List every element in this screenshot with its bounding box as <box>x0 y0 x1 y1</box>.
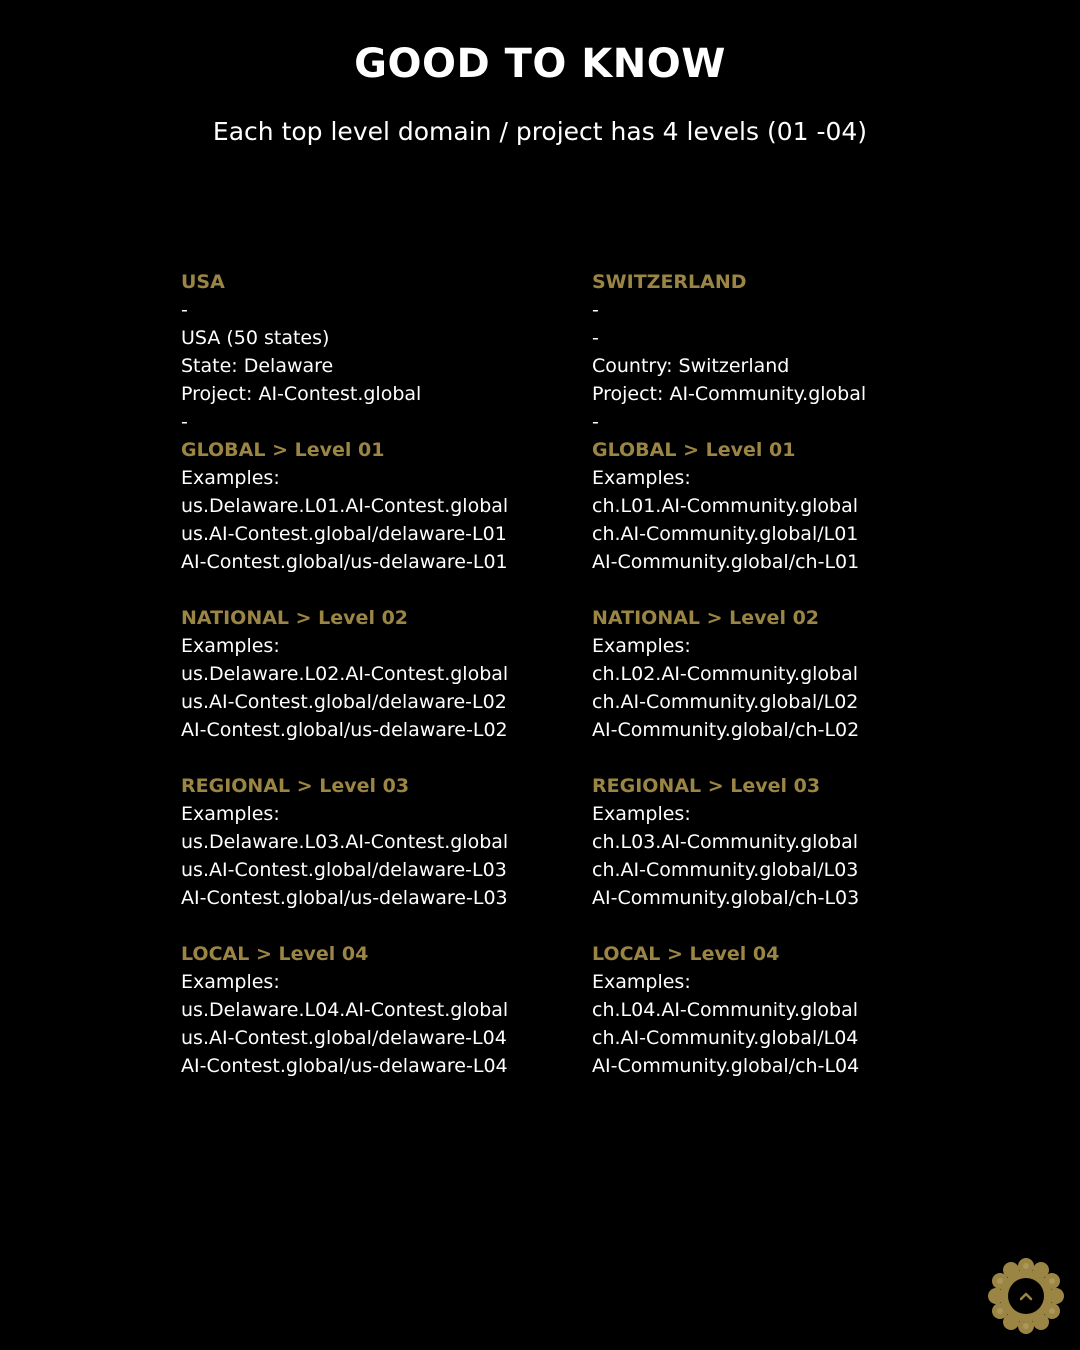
example-item: us.AI-Contest.global/delaware-L02 <box>181 691 507 713</box>
example-item: AI-Contest.global/us-delaware-L03 <box>181 887 508 909</box>
example-item: ch.L01.AI-Community.global <box>592 495 859 517</box>
page-title: GOOD TO KNOW <box>354 41 726 87</box>
example-item: us.Delaware.L01.AI-Contest.global <box>181 495 509 517</box>
example-item: AI-Contest.global/us-delaware-L04 <box>181 1055 508 1077</box>
usa-column <box>181 268 571 1080</box>
level-heading: GLOBAL > Level 01 <box>592 439 796 461</box>
switzerland-level-01 <box>592 436 1012 576</box>
usa-dash-1: - <box>181 299 188 321</box>
examples-label: Examples: <box>592 635 691 657</box>
example-item: ch.L03.AI-Community.global <box>592 831 859 853</box>
example-item: ch.AI-Community.global/L03 <box>592 859 859 881</box>
example-item: us.AI-Contest.global/delaware-L03 <box>181 859 507 881</box>
example-item: ch.L04.AI-Community.global <box>592 999 859 1021</box>
example-item: AI-Community.global/ch-L01 <box>592 551 860 573</box>
usa-states-line: USA (50 states) <box>181 327 330 349</box>
level-heading: LOCAL > Level 04 <box>592 943 780 965</box>
level-heading: GLOBAL > Level 01 <box>181 439 385 461</box>
examples-label: Examples: <box>181 803 280 825</box>
usa-level-03 <box>181 772 571 912</box>
example-item: us.AI-Contest.global/delaware-L01 <box>181 523 507 545</box>
switzerland-dash-2: - <box>592 411 599 433</box>
usa-level-01 <box>181 436 571 576</box>
example-item: AI-Contest.global/us-delaware-L01 <box>181 551 508 573</box>
scroll-to-top-button[interactable] <box>988 1258 1064 1334</box>
switzerland-level-04 <box>592 940 1012 1080</box>
switzerland-project-line: Project: AI-Community.global <box>592 383 867 405</box>
example-item: us.Delaware.L03.AI-Contest.global <box>181 831 509 853</box>
usa-level-04 <box>181 940 571 1080</box>
switzerland-country-line: Country: Switzerland <box>592 355 790 377</box>
example-item: us.AI-Contest.global/delaware-L04 <box>181 1027 507 1049</box>
chevron-up-icon <box>988 1258 1064 1334</box>
level-heading: NATIONAL > Level 02 <box>592 607 820 629</box>
usa-project-line: Project: AI-Contest.global <box>181 383 422 405</box>
example-item: AI-Community.global/ch-L04 <box>592 1055 860 1077</box>
level-heading: LOCAL > Level 04 <box>181 943 369 965</box>
level-heading: REGIONAL > Level 03 <box>181 775 410 797</box>
examples-label: Examples: <box>181 971 280 993</box>
example-item: AI-Contest.global/us-delaware-L02 <box>181 719 508 741</box>
switzerland-dash-1: - <box>592 299 599 321</box>
examples-label: Examples: <box>592 467 691 489</box>
usa-state-line: State: Delaware <box>181 355 334 377</box>
switzerland-dash-line: - <box>592 327 599 349</box>
example-item: ch.L02.AI-Community.global <box>592 663 859 685</box>
example-item: us.Delaware.L02.AI-Contest.global <box>181 663 509 685</box>
switzerland-level-02 <box>592 604 1012 744</box>
page-subtitle: Each top level domain / project has 4 levels (01 -04) <box>212 117 868 146</box>
usa-heading: USA <box>181 271 225 293</box>
switzerland-level-03 <box>592 772 1012 912</box>
usa-level-02 <box>181 604 571 744</box>
examples-label: Examples: <box>592 971 691 993</box>
usa-dash-2: - <box>181 411 188 433</box>
example-item: ch.AI-Community.global/L02 <box>592 691 859 713</box>
examples-label: Examples: <box>592 803 691 825</box>
example-item: ch.AI-Community.global/L04 <box>592 1027 859 1049</box>
level-heading: REGIONAL > Level 03 <box>592 775 821 797</box>
example-item: AI-Community.global/ch-L02 <box>592 719 860 741</box>
example-item: us.Delaware.L04.AI-Contest.global <box>181 999 509 1021</box>
example-item: AI-Community.global/ch-L03 <box>592 887 860 909</box>
examples-label: Examples: <box>181 635 280 657</box>
switzerland-column <box>592 268 1012 1080</box>
level-heading: NATIONAL > Level 02 <box>181 607 409 629</box>
example-item: ch.AI-Community.global/L01 <box>592 523 859 545</box>
examples-label: Examples: <box>181 467 280 489</box>
switzerland-heading: SWITZERLAND <box>592 271 747 293</box>
